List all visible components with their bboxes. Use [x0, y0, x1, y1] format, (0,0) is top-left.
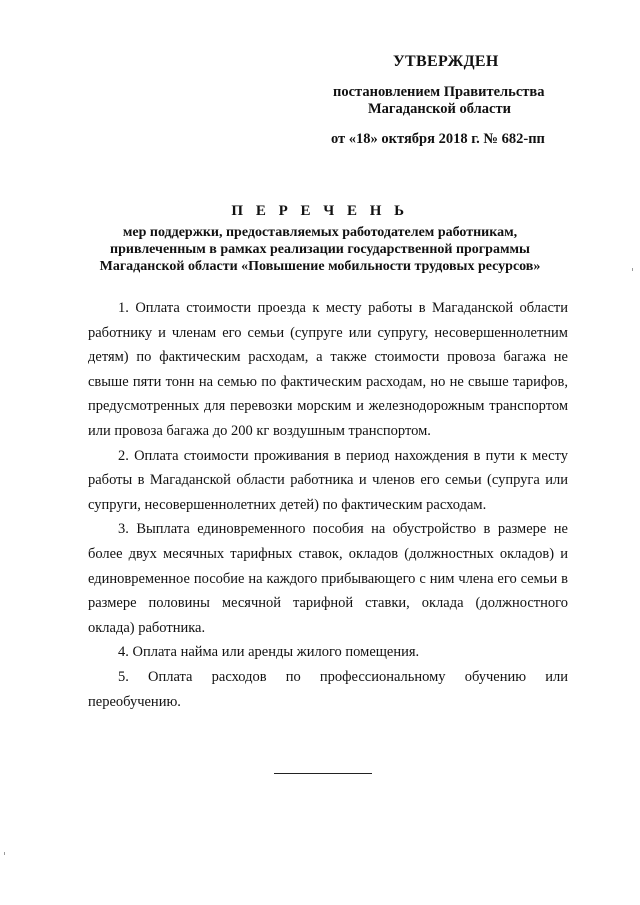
list-item-4: 4. Оплата найма или аренды жилого помещения. — [118, 644, 420, 661]
list-item-2: 2. Оплата стоимости проживания в период нахождения в пути к месту работы в Магаданской области работника и членов его семьи (супруга или супруги, несовершеннолетних детей) по фактическим расходам. — [88, 447, 568, 513]
approval-line-resolution: постановлением Правительства — [333, 84, 545, 100]
list-item-1: 1. Оплата стоимости проезда к месту работы в Магаданской области работнику и членам его семьи (супруге или супругу, несовершеннолетним детям) по фактическим расходам, а также стоимости провоза багажа не свыше пяти тонн на семью по фактическим расходам, но не свыше тарифов, предусмотренных для перевозки морским и железнодорожным транспортом или провоза багажа до 200 кг воздушным транспортом. — [88, 300, 568, 439]
scan-speck — [4, 852, 5, 855]
list-item-5: 5. Оплата расходов по профессиональному обучению или переобучению. — [88, 668, 568, 710]
approval-line-region: Магаданской области — [368, 101, 511, 117]
list-subtitle-line-3: Магаданской области «Повышение мобильности трудовых ресурсов» — [99, 259, 541, 274]
list-subtitle-line-2: привлеченным в рамках реализации государственной программы — [110, 242, 530, 257]
support-measures-list — [88, 296, 568, 714]
approval-block — [300, 52, 600, 148]
approval-stamp: УТВЕРЖДЕН — [393, 53, 499, 70]
list-subtitle-line-1: мер поддержки, предоставляемых работодателем работникам, — [122, 225, 518, 240]
list-item-3: 3. Выплата единовременного пособия на обустройство в размере не более двух месячных тарифных ставок, окладов (должностных окладов) и единовременное пособие на каждого прибывающего с ним члена его семьи в размере половины месячной тарифной ставки, оклада (должностного оклада) работника. — [88, 521, 568, 636]
list-heading: П Е Р Е Ч Е Н Ь — [231, 203, 409, 219]
approval-line-date-number: от «18» октября 2018 г. № 682-пп — [331, 131, 545, 147]
scan-speck — [632, 268, 633, 271]
end-divider — [274, 773, 372, 774]
list-title-block — [0, 202, 640, 275]
